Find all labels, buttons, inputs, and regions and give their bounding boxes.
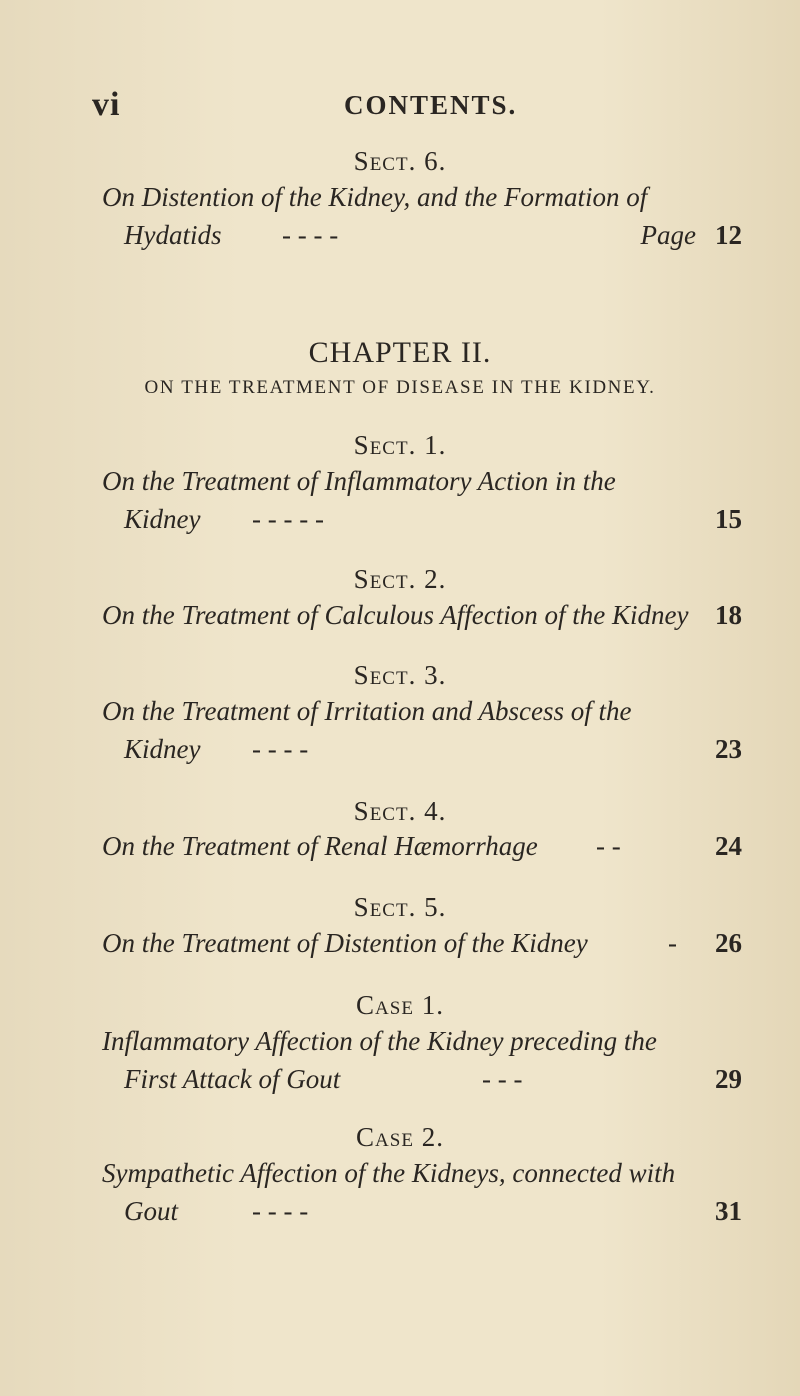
page-number: 24 (715, 831, 742, 861)
section-heading: Sect. 5. (353, 892, 447, 922)
toc-entry (102, 466, 742, 542)
page-number: 26 (715, 928, 742, 958)
dot-leader: - - - - (282, 220, 339, 250)
entry-title: On Distention of the Kidney, and the Formation of (102, 182, 648, 212)
entry-title: Inflammatory Affection of the Kidney preceding the (102, 1026, 657, 1056)
section-heading: Sect. 1. (353, 430, 447, 460)
case-heading: Case 1. (356, 990, 444, 1020)
entry-title: On the Treatment of Calculous Affection of the Kidney (102, 600, 689, 630)
chapter-title: CHAPTER II. (308, 336, 492, 369)
dot-leader: - - (596, 831, 621, 861)
toc-entry (102, 696, 742, 772)
toc-entry (102, 182, 742, 258)
entry-title: Sympathetic Affection of the Kidneys, connected with (102, 1158, 676, 1188)
page-number: 12 (715, 220, 742, 250)
page-number: 15 (715, 504, 742, 534)
entry-title: On the Treatment of Inflammatory Action in the (102, 466, 616, 496)
chapter-subtitle: ON THE TREATMENT OF DISEASE IN THE KIDNEY. (144, 377, 656, 398)
page-number: 23 (715, 734, 742, 764)
entry-title-cont: First Attack of Gout (124, 1064, 341, 1094)
entry-title-cont: Kidney (124, 734, 201, 764)
dot-leader: - - - - (252, 1196, 309, 1226)
section-heading: Sect. 4. (353, 796, 447, 826)
entry-title: On the Treatment of Distention of the Kidney (102, 928, 588, 958)
section-heading: Sect. 6. (353, 146, 447, 176)
page-number: 29 (715, 1064, 742, 1094)
page-header (92, 86, 732, 126)
dot-leader: - - - - (252, 734, 309, 764)
toc-entry (102, 1026, 742, 1102)
toc-entry (102, 831, 742, 869)
dot-leader: - - - - - (252, 504, 324, 534)
case-heading: Case 2. (356, 1122, 444, 1152)
toc-entry (102, 600, 742, 638)
entry-title: On the Treatment of Irritation and Abscess of the (102, 696, 632, 726)
section-heading: Sect. 2. (353, 564, 447, 594)
toc-entry (102, 928, 742, 966)
dot-leader: - - - (482, 1064, 523, 1094)
section-heading: Sect. 3. (353, 660, 447, 690)
entry-title-cont: Hydatids (124, 220, 222, 250)
page-folio: vi (92, 86, 121, 123)
page-label: Page (640, 220, 696, 250)
running-title: CONTENTS. (344, 90, 518, 120)
page-number: 18 (715, 600, 742, 630)
entry-title: On the Treatment of Renal Hæmorrhage (102, 831, 538, 861)
dot-leader: - (668, 928, 677, 958)
toc-entry (102, 1158, 742, 1234)
entry-title-cont: Gout (124, 1196, 178, 1226)
entry-title-cont: Kidney (124, 504, 201, 534)
page-number: 31 (715, 1196, 742, 1226)
